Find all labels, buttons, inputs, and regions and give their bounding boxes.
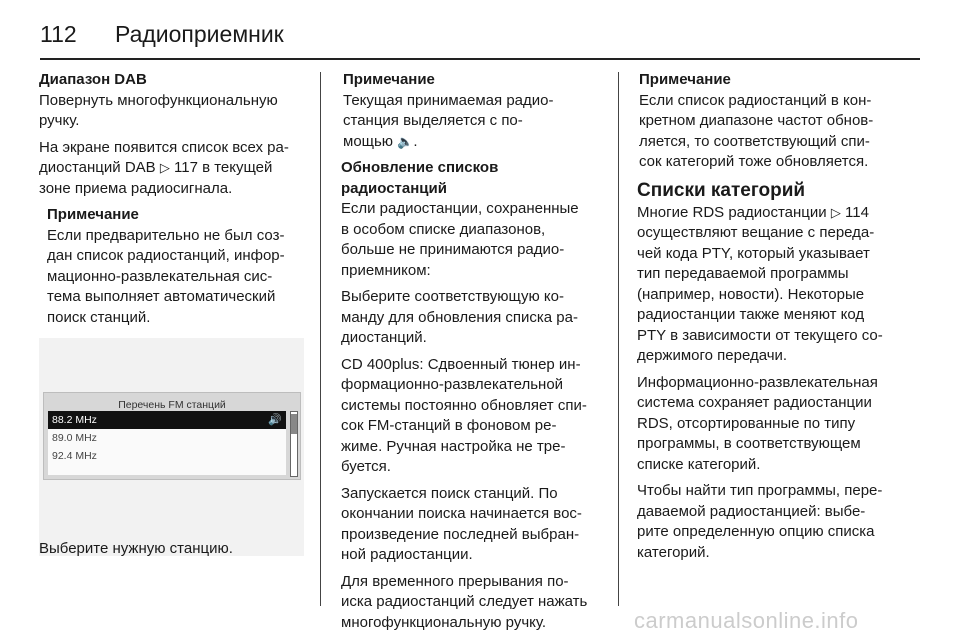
section-heading-dab: Диапазон DAB (39, 71, 147, 88)
text: 114 осуществляют вещание с переда- чей кода PTY, который указывает тип передаваемой программы (например, новости). Некоторые радиостанции также меняют код PTY в зависимости от текущего со- держимого передачи. (637, 203, 883, 364)
scrollbar (290, 411, 298, 477)
scrollbar-thumb (291, 414, 297, 434)
paragraph: Чтобы найти тип программы, пере- даваемой радиостанцией: выбе- рите определенную опцию списка категорий. (637, 482, 883, 561)
paragraph: Для временного прерывания по- иска радиостанций следует нажать многофункциональную ручку. (341, 572, 588, 631)
watermark: carmanualsonline.info (634, 608, 859, 633)
screen-frame (43, 392, 301, 480)
page-reference-icon: ▷ (830, 204, 841, 220)
section-heading-categories: Списки категорий (637, 179, 806, 201)
text: 117 в текущей зоне приема радиосигнала. (39, 159, 273, 197)
column-2 (341, 70, 606, 639)
text: Текущая принимаемая радио- станция выделяется с по- мощью (343, 91, 554, 150)
note-title: Примечание (47, 206, 139, 223)
note-title: Примечание (639, 71, 731, 88)
column-1 (39, 70, 309, 556)
section-heading-update-lists: Обновление списков радиостанций (341, 159, 499, 197)
paragraph-with-ref (39, 138, 309, 200)
paragraph: Информационно-развлекательная система сохраняет радиостанции RDS, отсортированные по типу программы, в соответствующем списке категорий. (637, 373, 878, 473)
note-text: Если список радиостанций в кон- кретном диапазоне частот обнов- ляется, то соответствующий спи- сок категорий тоже обновляется. (639, 91, 874, 170)
paragraph: Выберите соответствующую ко- манду для обновления списка ра- диостанций. (341, 288, 578, 346)
page-reference-icon: ▷ (159, 160, 170, 175)
text: . (413, 132, 418, 150)
column-3 (637, 70, 912, 569)
station-label: 88.2 MHz (52, 414, 97, 426)
screen-title: Перечень FM станций (118, 399, 226, 411)
station-item-selected (48, 411, 286, 429)
paragraph: Запускается поиск станций. По окончании поиска начинается вос- произведение последней выбран- ной радиостанции. (341, 484, 582, 563)
station-list (48, 411, 286, 475)
speaker-icon: 🔈 (397, 133, 414, 149)
header-rule (40, 58, 920, 60)
paragraph: Если радиостанции, сохраненные в особом списке диапазонов, больше не принимаются радио- приемником: (341, 200, 579, 279)
paragraph-with-ref (637, 203, 912, 367)
page-title: Радиоприемник (115, 20, 284, 47)
station-item: 89.0 MHz (52, 432, 97, 444)
page-number: 112 (40, 20, 77, 47)
radio-screen-illustration (39, 338, 304, 556)
note-block (39, 205, 309, 328)
note-text (343, 91, 606, 153)
note-block (637, 70, 912, 173)
figure-caption: Выберите нужную станцию. (39, 540, 233, 557)
station-item: 92.4 MHz (52, 450, 97, 462)
note-block (341, 70, 606, 152)
paragraph: Повернуть многофункциональную ручку. (39, 91, 278, 129)
column-divider-2 (618, 72, 619, 606)
column-divider-1 (320, 72, 321, 606)
note-title: Примечание (343, 71, 435, 88)
page-header (40, 14, 920, 54)
text: На экране появится список всех ра- диостанций DAB (39, 138, 289, 176)
note-text: Если предварительно не был соз- дан список радиостанций, инфор- мационно-развлекательная сис- тема выполняет автоматический поиск станций. (47, 226, 285, 326)
paragraph: CD 400plus: Сдвоенный тюнер ин- формационно-развлекательной системы постоянно обновляет спи- сок FM-станций в фоновом ре- жиме. Ручная настройка не тре- буется. (341, 355, 587, 475)
text: Многие RDS радиостанции (637, 203, 831, 221)
speaker-icon: 🔊 (268, 414, 282, 426)
